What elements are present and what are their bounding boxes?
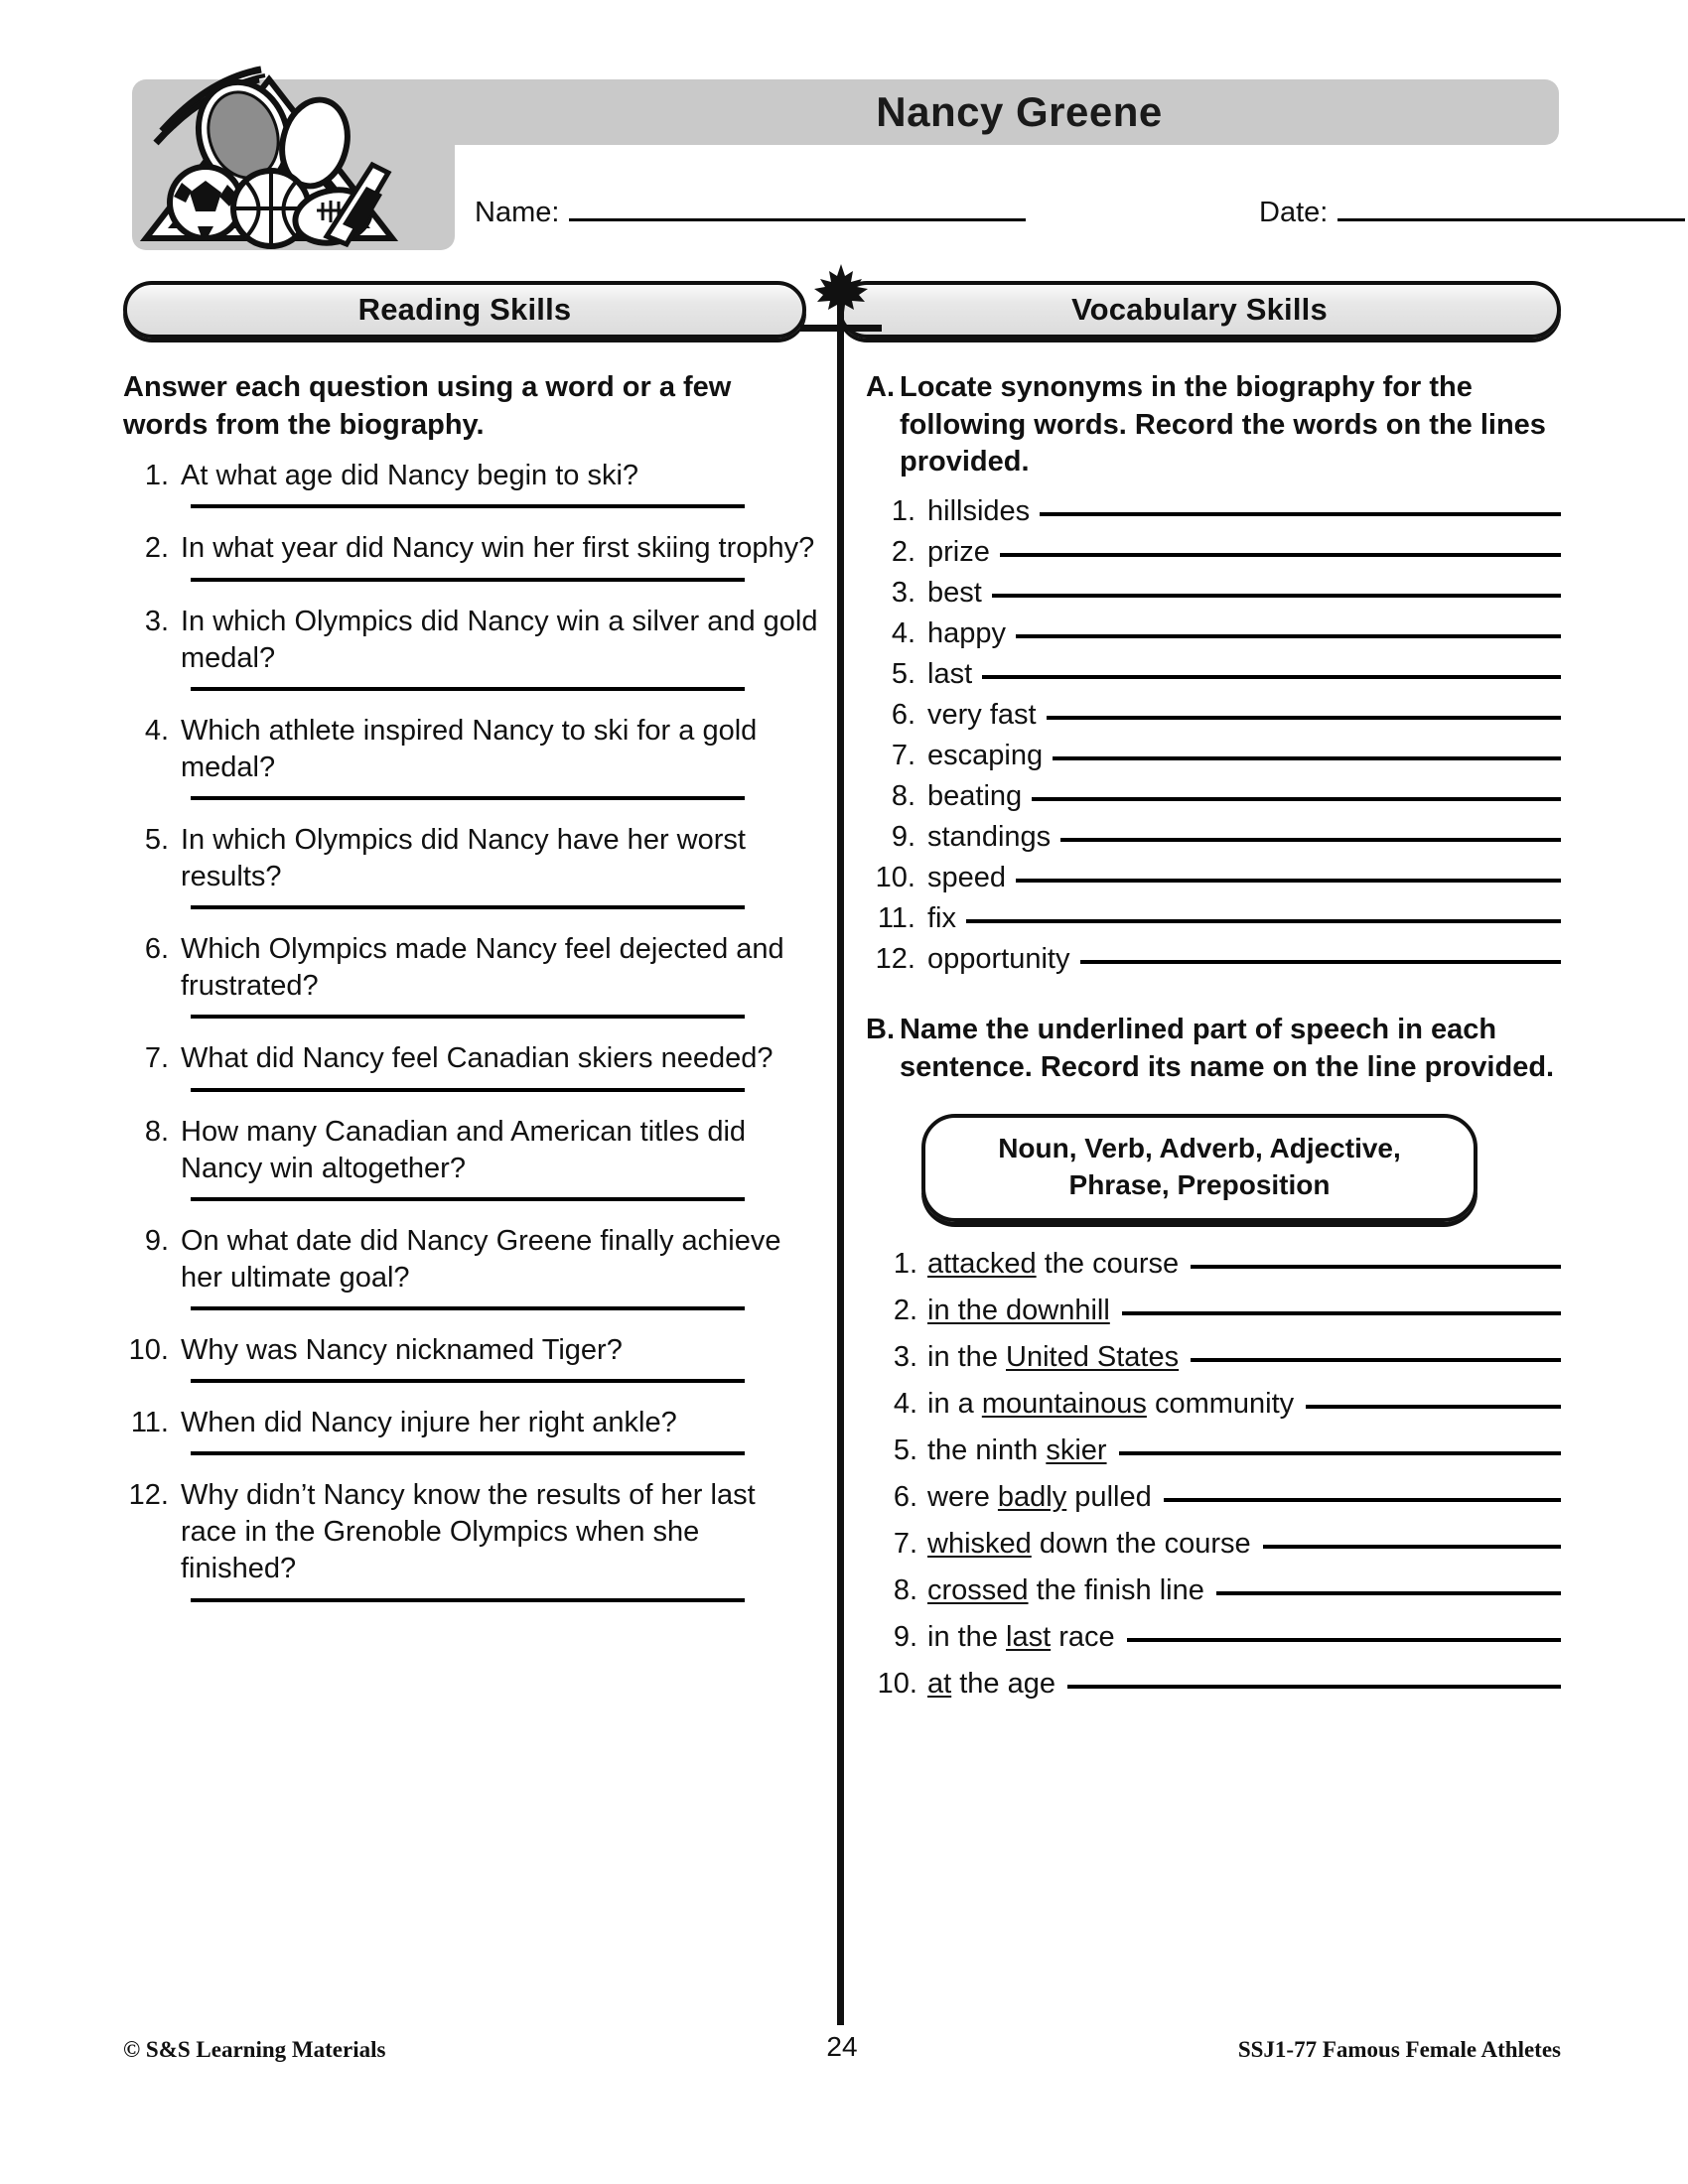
underlined-part-of-speech: skier [1046, 1434, 1107, 1467]
date-input-rule[interactable] [1337, 218, 1685, 221]
part-of-speech-answer-line[interactable] [1191, 1358, 1561, 1362]
page-title: Nancy Greene [876, 88, 1163, 135]
part-of-speech-item [866, 1668, 1561, 1701]
part-of-speech-item-sentence: in a mountainous community [927, 1388, 1295, 1421]
maple-leaf-icon [812, 262, 870, 322]
synonym-item [866, 495, 1561, 528]
sports-equipment-clipart-icon [122, 62, 450, 250]
word-bank-line-1: Noun, Verb, Adverb, Adjective, [998, 1133, 1401, 1164]
reading-question-text: Which athlete inspired Nancy to ski for a gold medal? [181, 714, 758, 783]
part-of-speech-answer-line[interactable] [1216, 1591, 1561, 1595]
part-of-speech-item-sentence [927, 1295, 1110, 1327]
part-of-speech-item-sentence: were badly pulled [927, 1481, 1152, 1514]
underlined-part-of-speech: last [1006, 1621, 1052, 1654]
name-input-rule[interactable] [569, 218, 1026, 221]
reading-question-text: What did Nancy feel Canadian skiers needed? [181, 1042, 774, 1075]
reading-answer-line[interactable] [191, 1088, 745, 1092]
synonym-answer-line[interactable] [1040, 512, 1561, 516]
part-of-speech-item-number: 4. [893, 1388, 917, 1421]
synonym-item [866, 902, 1561, 935]
part-of-speech-item-sentence: in the United States [927, 1341, 1180, 1374]
part-of-speech-answer-line[interactable] [1164, 1498, 1561, 1502]
reading-answer-line[interactable] [191, 687, 745, 691]
synonym-answer-line[interactable] [1047, 716, 1561, 720]
reading-question-item [123, 1477, 818, 1587]
synonym-item-word: opportunity [927, 943, 1070, 976]
reading-skills-column [123, 369, 818, 1624]
part-of-speech-item [866, 1621, 1561, 1654]
word-bank-line-2: Phrase, Preposition [1068, 1168, 1331, 1200]
part-of-speech-item [866, 1574, 1561, 1607]
synonym-item [866, 658, 1561, 691]
part-of-speech-item-number: 7. [893, 1528, 917, 1561]
part-of-speech-item [866, 1481, 1561, 1514]
synonym-item [866, 577, 1561, 610]
reading-question-item [123, 458, 818, 494]
part-of-speech-item-sentence: at the age [927, 1668, 1056, 1701]
reading-answer-line[interactable] [191, 1598, 745, 1602]
synonym-item-word: standings [927, 821, 1052, 854]
reading-answer-line[interactable] [191, 1379, 745, 1383]
part-of-speech-answer-line[interactable] [1122, 1311, 1561, 1315]
column-divider [837, 278, 844, 2025]
vocab-section-b-instruction [866, 1012, 1561, 1086]
name-date-row [475, 161, 1559, 250]
synonym-answer-line[interactable] [1080, 960, 1562, 964]
name-field[interactable] [475, 197, 1026, 229]
footer-copyright: © S&S Learning Materials [123, 2037, 386, 2062]
reading-question-number: 6. [144, 933, 169, 966]
synonym-item-number: 3. [891, 577, 915, 610]
synonym-item-word: fix [927, 902, 956, 935]
part-of-speech-item [866, 1434, 1561, 1467]
part-of-speech-item-number: 9. [893, 1621, 917, 1654]
underlined-part-of-speech: United States [1006, 1341, 1180, 1374]
reading-question-list [123, 458, 818, 1601]
reading-question-text: Which Olympics made Nancy feel dejected and frustrated? [181, 933, 784, 1003]
vocabulary-skills-column [866, 369, 1561, 1714]
reading-question-number: 9. [144, 1224, 169, 1257]
synonym-answer-line[interactable] [1016, 634, 1561, 638]
reading-question-text: In which Olympics did Nancy have her worst results? [181, 824, 746, 893]
part-of-speech-item-sentence: the ninth skier [927, 1434, 1107, 1467]
part-of-speech-item-number: 8. [893, 1574, 917, 1607]
underlined-part-of-speech: crossed [927, 1574, 1029, 1607]
reading-question-item [123, 1332, 818, 1369]
reading-question-number: 7. [144, 1042, 169, 1075]
title-banner [440, 79, 1559, 145]
reading-question-item [123, 1223, 818, 1297]
part-of-speech-answer-line[interactable] [1306, 1405, 1561, 1409]
vocab-section-a-instruction [866, 369, 1561, 481]
reading-question-text: How many Canadian and American titles did Nancy win altogether? [181, 1115, 747, 1184]
synonym-item-word: escaping [927, 740, 1044, 772]
part-of-speech-answer-line[interactable] [1119, 1451, 1561, 1455]
reading-question-text: Why was Nancy nicknamed Tiger? [181, 1334, 623, 1367]
part-of-speech-answer-line[interactable] [1067, 1685, 1561, 1689]
part-of-speech-item [866, 1295, 1561, 1327]
underlined-part-of-speech: attacked [927, 1248, 1037, 1281]
synonym-item-word: prize [927, 536, 990, 569]
page-footer [123, 2031, 1561, 2077]
synonym-answer-line[interactable] [1053, 756, 1561, 760]
part-of-speech-item-sentence: attacked the course [927, 1248, 1180, 1281]
vocab-section-a-letter: A. [866, 371, 895, 403]
synonym-item-number: 11. [877, 902, 915, 935]
synonym-answer-line[interactable] [982, 675, 1561, 679]
synonym-item [866, 740, 1561, 772]
reading-answer-line[interactable] [191, 796, 745, 800]
synonym-item-word: very fast [927, 699, 1037, 732]
page-header [132, 62, 1559, 250]
synonym-item-number: 10. [875, 862, 915, 894]
underlined-part-of-speech: whisked [927, 1528, 1032, 1561]
reading-question-number: 8. [144, 1115, 169, 1148]
synonym-item-number: 1. [891, 495, 915, 528]
synonym-item-number: 9. [891, 821, 915, 854]
vocab-section-a-instruction-text: Locate synonyms in the biography for the following words. Record the words on the lines provided. [900, 371, 1546, 478]
synonym-item-number: 5. [891, 658, 915, 691]
part-of-speech-answer-line[interactable] [1127, 1638, 1561, 1642]
reading-question-text: Why didn’t Nancy know the results of her last race in the Grenoble Olympics when she finished? [181, 1479, 756, 1585]
part-of-speech-item-number: 1. [893, 1248, 917, 1281]
reading-question-number: 2. [144, 532, 169, 565]
column-divider-crossbar [800, 325, 882, 332]
reading-question-item [123, 604, 818, 677]
tab-reading-skills-label: Reading Skills [357, 292, 572, 327]
name-label: Name: [475, 197, 560, 228]
reading-answer-line[interactable] [191, 1197, 745, 1201]
reading-question-number: 3. [144, 605, 169, 637]
part-of-speech-item-number: 6. [893, 1481, 917, 1514]
reading-question-item [123, 713, 818, 786]
underlined-part-of-speech: mountainous [981, 1388, 1147, 1421]
reading-question-text: In which Olympics did Nancy win a silver and gold medal? [181, 605, 818, 674]
reading-question-item [123, 931, 818, 1005]
part-of-speech-item-sentence: crossed the finish line [927, 1574, 1204, 1607]
synonym-item-word: last [927, 658, 973, 691]
underlined-part-of-speech: badly [997, 1481, 1067, 1514]
synonym-item-number: 6. [891, 699, 915, 732]
synonym-item-word: beating [927, 780, 1023, 813]
synonym-item [866, 862, 1561, 894]
underlined-part-of-speech: at [927, 1668, 952, 1701]
synonym-item [866, 943, 1561, 976]
reading-answer-line[interactable] [191, 905, 745, 909]
synonym-answer-line[interactable] [1000, 553, 1561, 557]
synonym-item [866, 617, 1561, 650]
reading-question-number: 12. [128, 1479, 169, 1512]
reading-question-item [123, 530, 818, 567]
parts-of-speech-word-bank [921, 1114, 1477, 1222]
reading-answer-line[interactable] [191, 578, 745, 582]
synonym-item-number: 2. [891, 536, 915, 569]
reading-question-text: In what year did Nancy win her first skiing trophy? [181, 532, 815, 565]
synonym-item-word: hillsides [927, 495, 1031, 528]
part-of-speech-item-sentence: in the last race [927, 1621, 1115, 1654]
synonym-answer-line[interactable] [1060, 838, 1561, 842]
synonym-answer-line[interactable] [1016, 879, 1561, 883]
underlined-part-of-speech: in the downhill [927, 1295, 1110, 1327]
synonym-answer-line[interactable] [992, 594, 1561, 598]
reading-question-number: 10. [128, 1334, 169, 1367]
part-of-speech-answer-line[interactable] [1191, 1265, 1561, 1269]
synonym-item-word: happy [927, 617, 1007, 650]
part-of-speech-item-number: 2. [893, 1295, 917, 1327]
reading-question-item [123, 1405, 818, 1441]
synonym-item-word: best [927, 577, 982, 610]
part-of-speech-item-sentence: whisked down the course [927, 1528, 1251, 1561]
vocab-section-b-letter: B. [866, 1014, 895, 1046]
reading-answer-line[interactable] [191, 1451, 745, 1455]
tab-vocabulary-skills-label: Vocabulary Skills [1071, 292, 1328, 327]
date-field[interactable] [1259, 197, 1685, 229]
reading-answer-line[interactable] [191, 1306, 745, 1310]
synonym-item [866, 780, 1561, 813]
synonym-item-word: speed [927, 862, 1007, 894]
reading-answer-line[interactable] [191, 1015, 745, 1019]
synonym-answer-line[interactable] [1032, 797, 1561, 801]
reading-question-text: At what age did Nancy begin to ski? [181, 460, 639, 492]
reading-question-item [123, 1040, 818, 1077]
synonym-item [866, 821, 1561, 854]
parts-of-speech-list [866, 1248, 1561, 1701]
reading-question-text: On what date did Nancy Greene finally achieve her ultimate goal? [181, 1224, 781, 1294]
reading-question-number: 5. [144, 824, 169, 857]
reading-question-item [123, 1114, 818, 1187]
vocab-section-b-instruction-text: Name the underlined part of speech in each sentence. Record its name on the line provided. [900, 1014, 1555, 1083]
part-of-speech-item-number: 10. [877, 1668, 917, 1701]
reading-instruction: Answer each question using a word or a few words from the biography. [123, 371, 732, 441]
synonym-item-number: 4. [891, 617, 915, 650]
date-label: Date: [1259, 197, 1329, 228]
part-of-speech-answer-line[interactable] [1263, 1545, 1561, 1549]
tab-reading-skills[interactable] [123, 281, 806, 339]
reading-question-number: 4. [144, 714, 169, 747]
clipart-panel [132, 79, 455, 250]
synonym-item-number: 8. [891, 780, 915, 813]
reading-question-number: 1. [144, 460, 169, 492]
footer-series-title: SSJ1-77 Famous Female Athletes [1237, 2037, 1561, 2062]
reading-question-item [123, 822, 818, 895]
part-of-speech-item-number: 3. [893, 1341, 917, 1374]
part-of-speech-item [866, 1388, 1561, 1421]
synonym-list [866, 495, 1561, 976]
synonym-item [866, 536, 1561, 569]
part-of-speech-item [866, 1528, 1561, 1561]
reading-answer-line[interactable] [191, 504, 745, 508]
synonym-answer-line[interactable] [966, 919, 1561, 923]
synonym-item [866, 699, 1561, 732]
reading-question-number: 11. [130, 1407, 169, 1439]
part-of-speech-item [866, 1248, 1561, 1281]
synonym-item-number: 7. [891, 740, 915, 772]
part-of-speech-item [866, 1341, 1561, 1374]
tab-vocabulary-skills[interactable] [838, 281, 1561, 339]
part-of-speech-item-number: 5. [893, 1434, 917, 1467]
reading-question-text: When did Nancy injure her right ankle? [181, 1407, 677, 1439]
footer-page-number: 24 [826, 2031, 858, 2062]
synonym-item-number: 12. [875, 943, 915, 976]
